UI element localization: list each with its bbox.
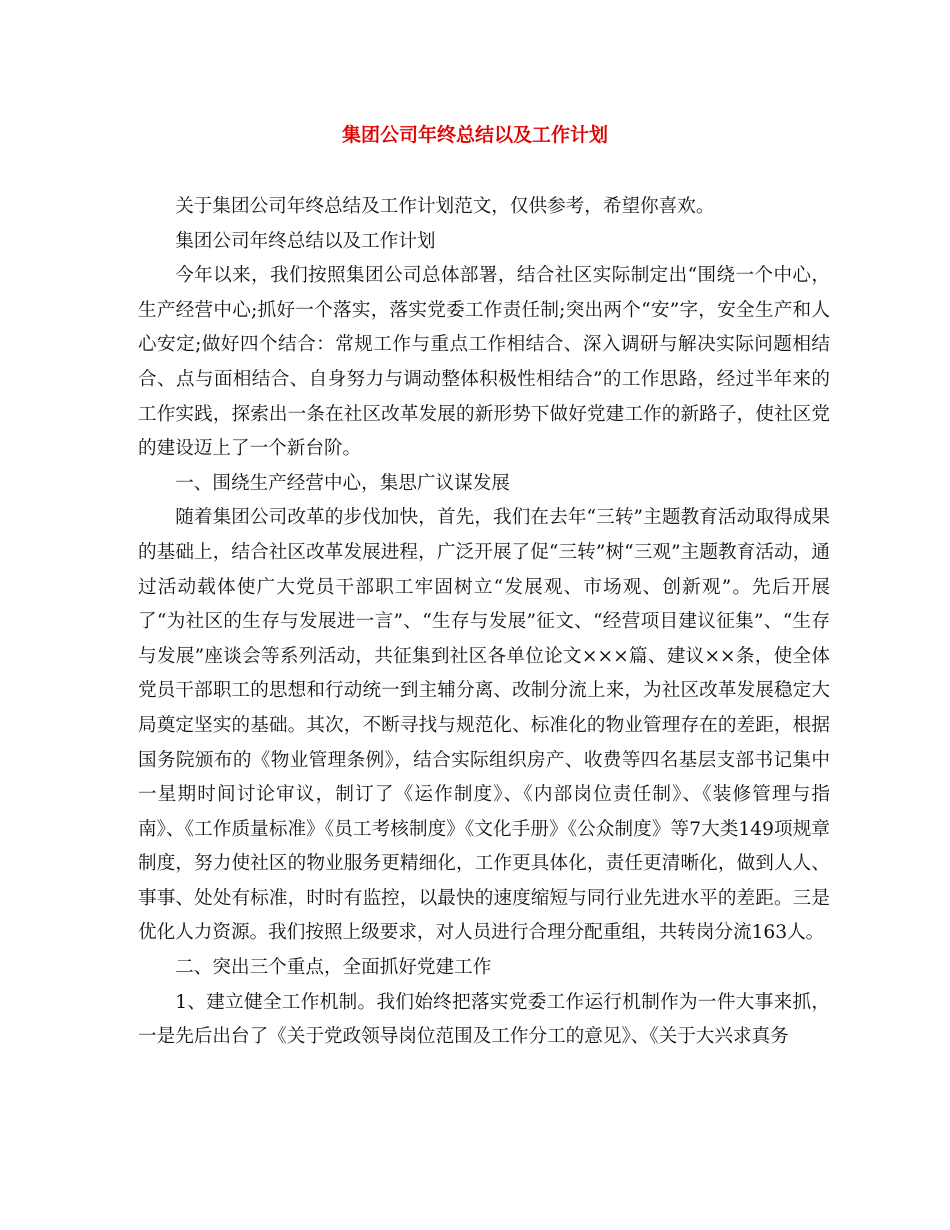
paragraph-intro: 关于集团公司年终总结及工作计划范文，仅供参考，希望你喜欢。 bbox=[175, 196, 715, 217]
document-title: 集团公司年终总结以及工作计划 bbox=[341, 124, 608, 146]
paragraph-overview: 今年以来，我们按照集团公司总体部署，结合社区实际制定出“围绕一个中心，生产经营中心;抓好一个落实，落实党委工作责任制;突出两个“安”字，安全生产和人心安定;做好四个结合：常规工作与重点工作相结合、深入调研与解决实际问题相结合、点与面相结合、自身努力与调动整体积极性相结合”的工作思路，经过半年来的工作实践，探索出一条在社区改革发展的新形势下做好党建工作的新路子，使社区党的建设迈上了一个新台阶。 bbox=[138, 265, 830, 460]
section-heading-2: 二、突出三个重点，全面抓好党建工作 bbox=[175, 957, 492, 979]
section-heading-1: 一、围绕生产经营中心，集思广议谋发展 bbox=[175, 472, 510, 494]
paragraph-section-2-item-1: 1、建立健全工作机制。我们始终把落实党委工作运行机制作为一件大事来抓，一是先后出台了《关于党政领导岗位范围及工作分工的意见》、《关于大兴求真务 bbox=[138, 991, 830, 1048]
paragraph-subtitle: 集团公司年终总结以及工作计划 bbox=[175, 230, 436, 252]
paragraph-section-1: 随着集团公司改革的步伐加快，首先，我们在去年“三转”主题教育活动取得成果的基础上，结合社区改革发展进程，广泛开展了促“三转”树“三观”主题教育活动，通过活动载体使广大党员干部职工牢固树立“发展观、市场观、创新观”。先后开展了“为社区的生存与发展进一言”、“生存与发展”征文、“经营项目建议征集”、“生存与发展”座谈会等系列活动，共征集到社区各单位论文×××篇、建议××条，使全体党员干部职工的思想和行动统一到主辅分离、改制分流上来，为社区改革发展稳定大局奠定坚实的基础。其次，不断寻找与规范化、标准化的物业管理存在的差距，根据国务院颁布的《物业管理条例》，结合实际组织房产、收费等四名基层支部书记集中一星期时间讨论审议，制订了《运作制度》、《内部岗位责任制》、《装修管理与指南》、《工作质量标准》《员工考核制度》《文化手册》《公众制度》等7大类149项规章制度，努力使社区的物业服务更精细化，工作更具体化，责任更清晰化，做到人人、事事、处处有标准，时时有监控，以最快的速度缩短与同行业先进水平的差距。三是优化人力资源。我们按照上级要求，对人员进行合理分配重组，共转岗分流163人。 bbox=[138, 507, 830, 944]
document-body bbox=[138, 190, 830, 1055]
